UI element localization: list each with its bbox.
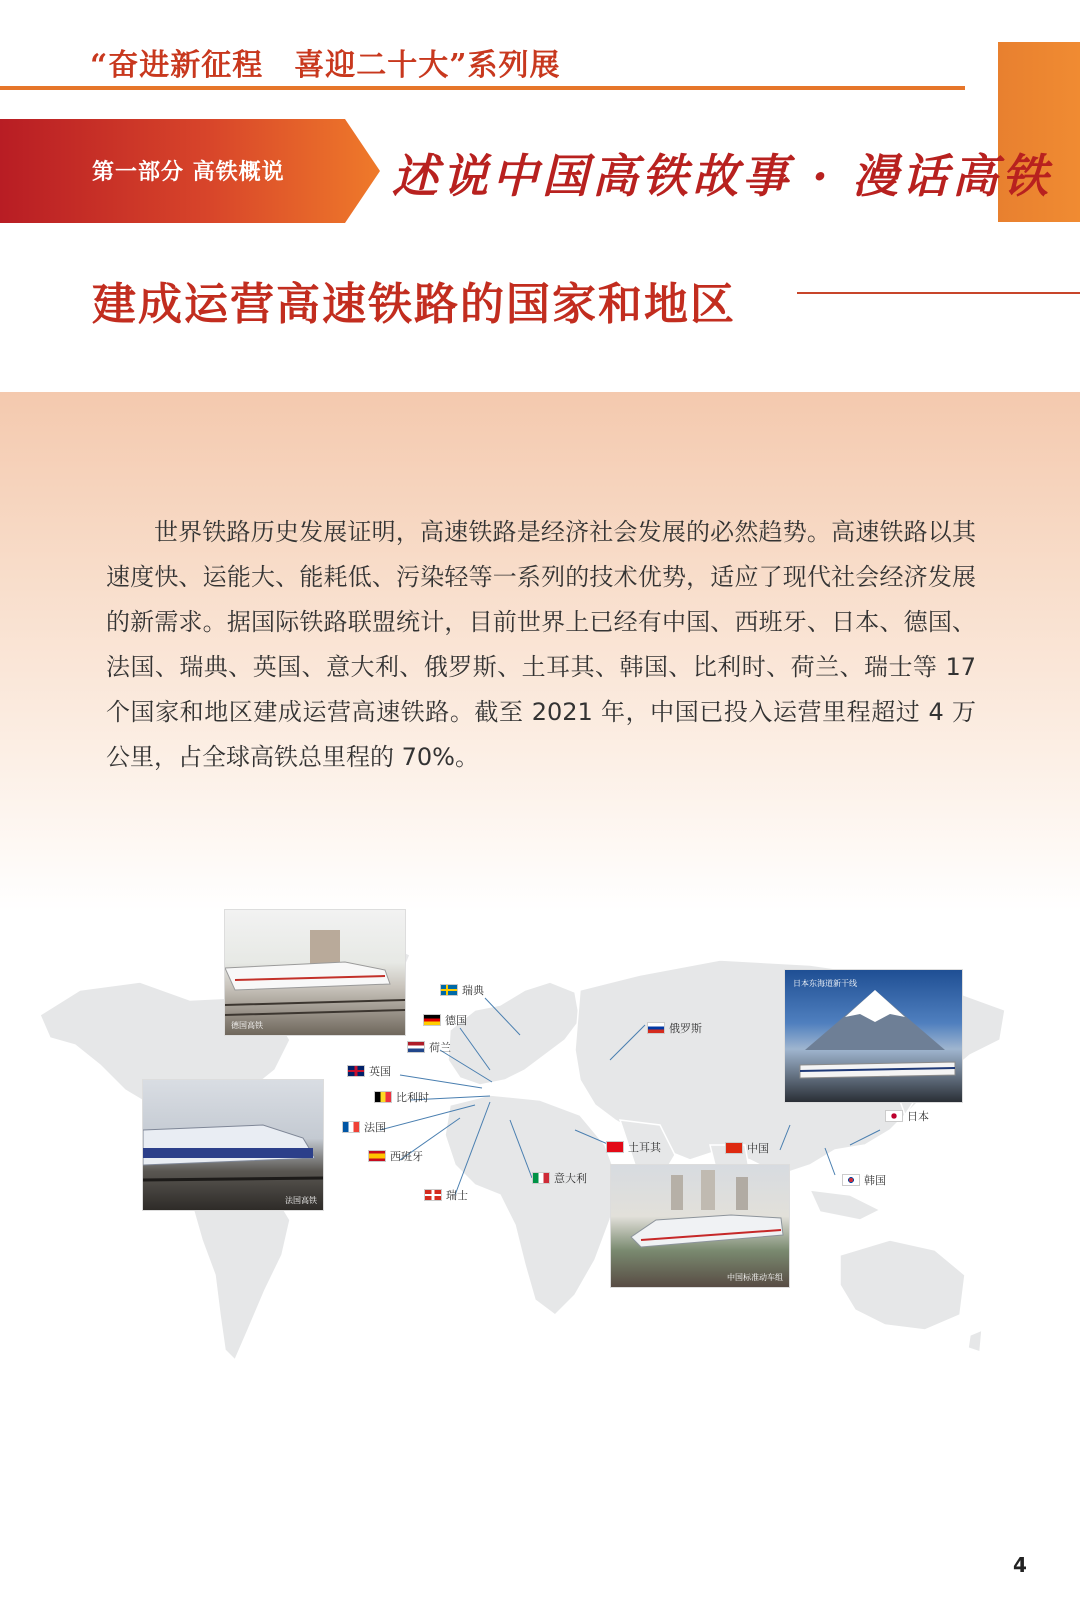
label-netherlands: 荷兰 [407, 1039, 451, 1055]
page-number: 4 [1013, 1553, 1027, 1577]
train-graphic [143, 1080, 323, 1210]
body-paragraph: 世界铁路历史发展证明，高速铁路是经济社会发展的必然趋势。高速铁路以其速度快、运能大、能耗低、污染轻等一系列的技术优势，适应了现代社会经济发展的新需求。据国际铁路联盟统计，目前世界上已经有中国、西班牙、日本、德国、法国、瑞典、英国、意大利、俄罗斯、土耳其、韩国、比利时、荷兰、瑞士等 17 个国家和地区建成运营高速铁路。截至 2021 年，中国已投入运营里程超过 4 万公里，占全球高铁总里程的 70%。 [106, 518, 976, 771]
label-japan: 日本 [885, 1108, 929, 1124]
train-graphic [225, 910, 405, 1035]
spain-flag-icon [368, 1150, 386, 1162]
france-flag-icon [342, 1121, 360, 1133]
japan-photo-caption: 日本东海道新干线 [793, 979, 857, 988]
label-germany: 德国 [423, 1012, 467, 1028]
label-turkey: 土耳其 [606, 1139, 661, 1155]
label-korea: 韩国 [842, 1172, 886, 1188]
germany-flag-icon [423, 1014, 441, 1026]
label-spain: 西班牙 [368, 1148, 423, 1164]
label-switzerland: 瑞士 [424, 1187, 468, 1203]
germany-photo-caption: 德国高铁 [231, 1021, 263, 1030]
label-china: 中国 [725, 1140, 769, 1156]
korea-flag-icon [842, 1174, 860, 1186]
series-title: “奋进新征程 喜迎二十大”系列展 [90, 48, 561, 83]
switzerland-flag-icon [424, 1189, 442, 1201]
france-photo-caption: 法国高铁 [285, 1196, 317, 1205]
exhibit-title: 述说中国高铁故事 · 漫话高铁 [392, 149, 1053, 203]
china-train-photo [611, 1165, 789, 1287]
world-map-figure [20, 920, 1060, 1460]
netherlands-flag-icon [407, 1041, 425, 1053]
germany-train-photo [225, 910, 405, 1035]
japan-flag-icon [885, 1110, 903, 1122]
part-label: 第一部分 高铁概说 [92, 160, 285, 185]
uk-flag-icon [347, 1065, 365, 1077]
label-sweden: 瑞典 [440, 982, 484, 998]
label-russia: 俄罗斯 [647, 1020, 702, 1036]
label-italy: 意大利 [532, 1170, 587, 1186]
sweden-flag-icon [440, 984, 458, 996]
mountain-graphic [785, 970, 962, 1102]
label-france: 法国 [342, 1119, 386, 1135]
china-flag-icon [725, 1142, 743, 1154]
china-photo-caption: 中国标准动车组 [727, 1273, 783, 1282]
russia-flag-icon [647, 1022, 665, 1034]
title-rule [797, 292, 1080, 294]
japan-train-photo [785, 970, 962, 1102]
label-belgium: 比利时 [374, 1089, 429, 1105]
train-graphic [611, 1165, 789, 1287]
label-uk: 英国 [347, 1063, 391, 1079]
belgium-flag-icon [374, 1091, 392, 1103]
france-train-photo [143, 1080, 323, 1210]
header-rule [0, 86, 965, 90]
turkey-flag-icon [606, 1141, 624, 1153]
page-title: 建成运营高速铁路的国家和地区 [92, 279, 736, 330]
italy-flag-icon [532, 1172, 550, 1184]
